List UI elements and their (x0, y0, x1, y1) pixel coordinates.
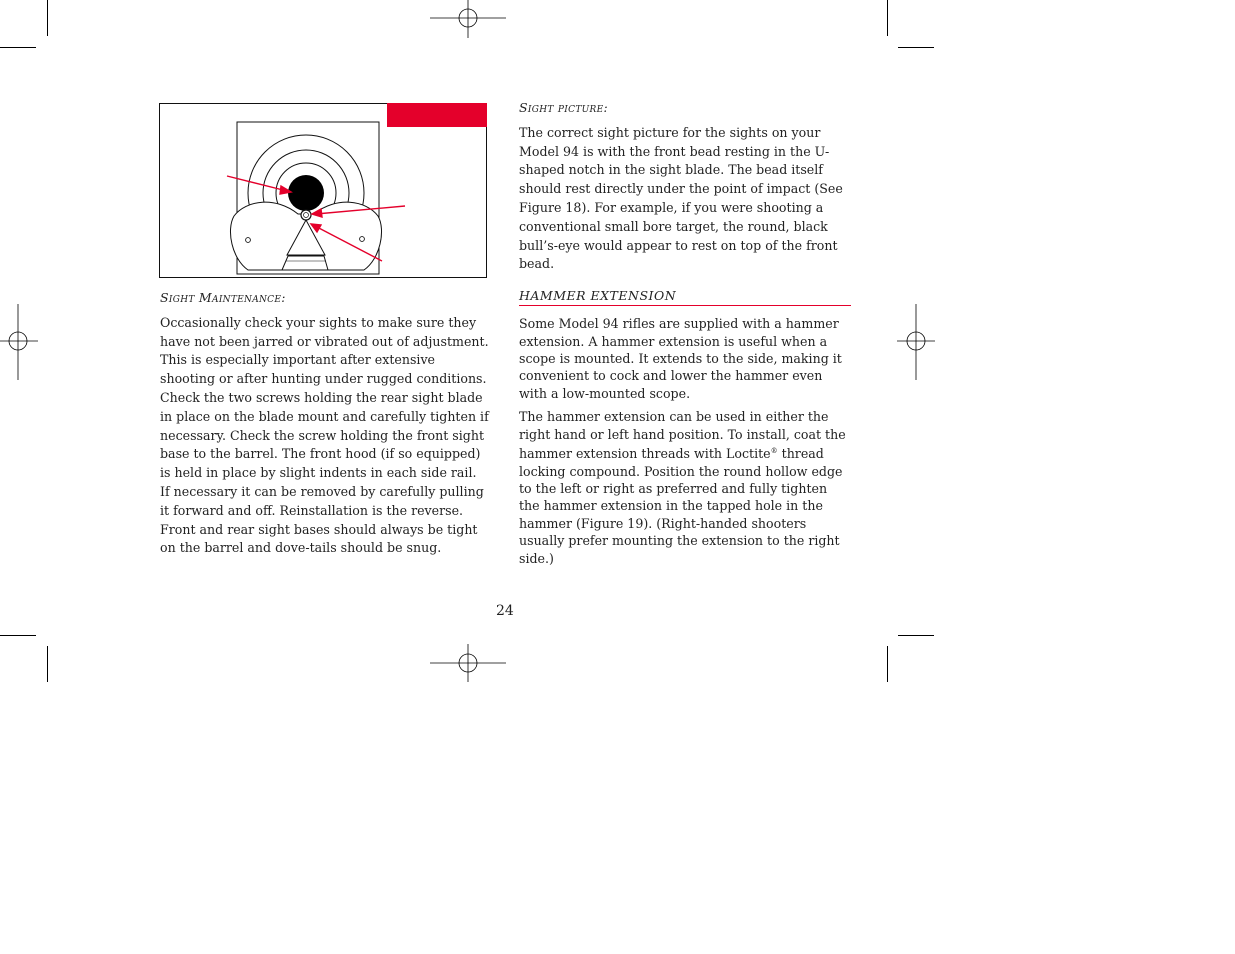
right-column (519, 99, 851, 567)
left-column (160, 289, 490, 558)
sight-picture-text: The correct sight picture for the sights on your Model 94 is with the front bead resting in the U-shaped notch in the sight blade. The bead itself should rest directly under the point of impact (See Figure 18). For example, if you were shooting a conventional small bore target, the round, black bull’s-eye would appear to rest on top of the front bead. (519, 124, 843, 272)
registration-mark-left (0, 304, 38, 380)
crop-mark (898, 47, 934, 48)
registration-mark-top (430, 0, 506, 38)
bulls-eye (288, 175, 324, 211)
sight-picture-heading: Sight picture: (519, 100, 608, 115)
sight-maintenance-heading: Sight Maintenance: (160, 290, 286, 305)
registration-mark-right (897, 304, 935, 380)
sight-illustration (160, 104, 488, 279)
crop-mark (47, 646, 48, 682)
crop-mark (47, 0, 48, 36)
hammer-extension-heading: HAMMER EXTENSION (519, 287, 851, 306)
crop-mark (887, 0, 888, 36)
crop-mark (887, 646, 888, 682)
sight-picture-figure (159, 103, 487, 278)
crop-mark (0, 635, 36, 636)
registered-mark: ® (770, 447, 778, 456)
page-number: 24 (496, 603, 514, 619)
hammer-extension-text-2 (519, 408, 851, 567)
screw-right (360, 237, 365, 242)
sight-maintenance-text: Occasionally check your sights to make sure they have not been jarred or vibrated out of adjustment. This is especially important after extensive shooting or after hunting under rugged conditions. Check the two screws holding the rear sight blade in place on the blade mount and carefully tighten if necessary. Check the screw holding the front sight base to the barrel. The front hood (if so equipped) is held in place by slight indents in each side rail. If necessary it can be removed by carefully pulling it forward and off. Reinstallation is the reverse. Front and rear sight bases should always be tight on the barrel and dove-tails should be snug. (160, 314, 489, 556)
front-bead (301, 210, 311, 220)
hammer-extension-text-2b: thread locking compound. Position the round hollow edge to the left or right as preferred and fully tighten the hammer extension in the tapped hole in the hammer (Figure 19). (Right-handed shooters usually prefer mounting the extension to the right side.) (519, 446, 843, 566)
crop-mark (0, 47, 36, 48)
hammer-extension-text-2a: The hammer extension can be used in either the right hand or left hand position. To install, coat the hammer extension threads with Loctite (519, 409, 846, 462)
hammer-extension-text-1: Some Model 94 rifles are supplied with a hammer extension. A hammer extension is useful when a scope is mounted. It extends to the side, making it convenient to cock and lower the hammer even with a low-mounted scope. (519, 316, 842, 401)
registration-mark-bottom (430, 644, 506, 682)
crop-mark (898, 635, 934, 636)
screw-left (246, 238, 251, 243)
front-sight-base (282, 256, 328, 270)
